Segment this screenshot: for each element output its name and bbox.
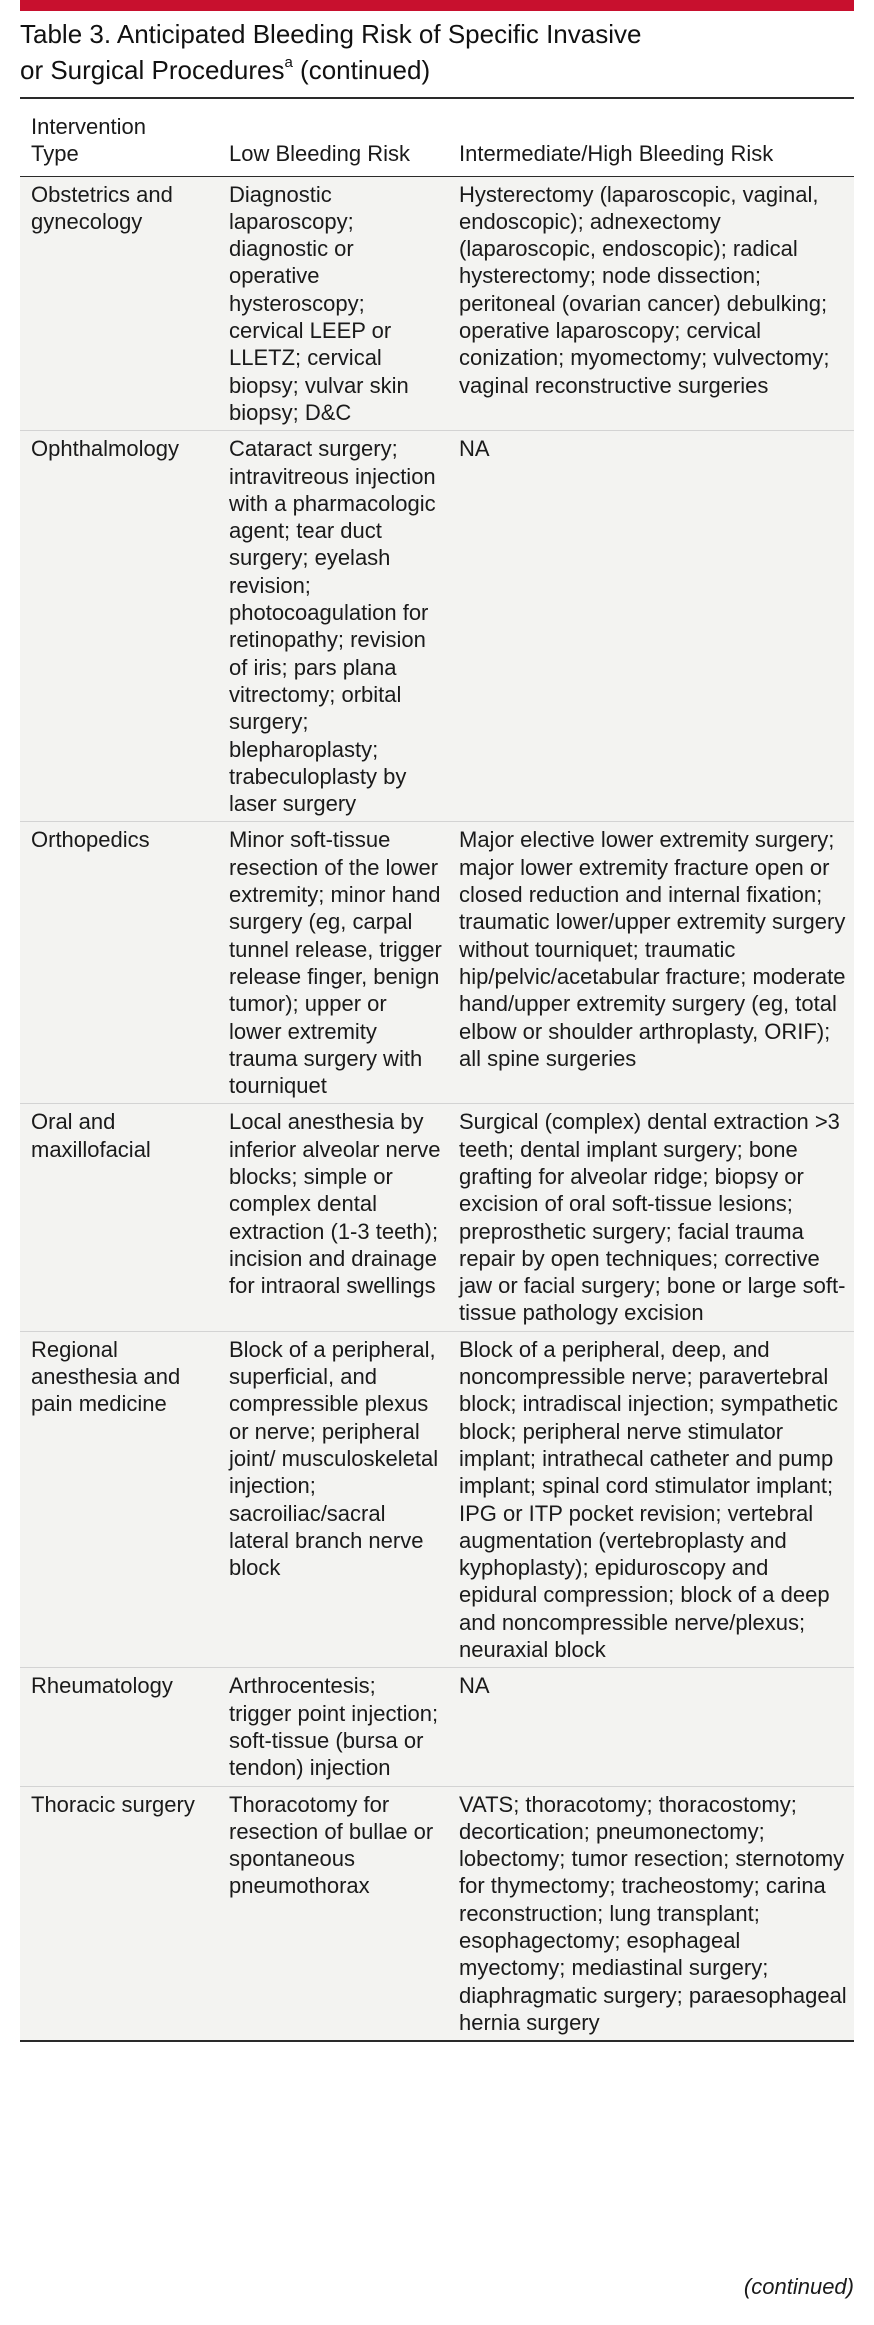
continued-label: (continued) — [743, 2274, 854, 2299]
header-intervention-type — [20, 98, 218, 176]
table-title — [20, 16, 854, 88]
cell-low-risk: Cataract surgery; intravitreous injection with a pharmacologic agent; tear duct surgery; eyelash revision; photocoagulation for retinopathy; revision of iris; pars plana vitrectomy; orbital surgery; blepharoplasty; trabeculoplasty by laser surgery — [218, 431, 448, 822]
cell-high-risk: NA — [448, 1668, 854, 1786]
table-row — [20, 1668, 854, 1786]
header-intervention-line2: Type — [31, 141, 79, 167]
header-high-risk: Intermediate/High Bleeding Risk — [448, 98, 854, 176]
table-row — [20, 1104, 854, 1331]
cell-high-risk: Block of a peripheral, deep, and noncompressible nerve; paravertebral block; intradiscal injection; sympathetic block; peripheral nerve stimulator implant; intrathecal catheter and pump implant; spinal cord stimulator implant; IPG or ITP pocket revision; vertebral augmentation (vertebroplasty and kyphoplasty); epiduroscopy and epidural compression; block of a deep and noncompressible nerve/plexus; neuraxial block — [448, 1331, 854, 1668]
cell-intervention-type: Orthopedics — [20, 822, 218, 1104]
cell-low-risk: Local anesthesia by inferior alveolar nerve blocks; simple or complex dental extraction (1-3 teeth); incision and drainage for intraoral swellings — [218, 1104, 448, 1331]
cell-low-risk: Minor soft-tissue resection of the lower extremity; minor hand surgery (eg, carpal tunnel release, trigger release finger, benign tumor); upper or lower extremity trauma surgery with tourniquet — [218, 822, 448, 1104]
cell-intervention-type: Thoracic surgery — [20, 1786, 218, 2041]
cell-intervention-type: Ophthalmology — [20, 431, 218, 822]
cell-low-risk: Diagnostic laparoscopy; diagnostic or operative hysteroscopy; cervical LEEP or LLETZ; cervical biopsy; vulvar skin biopsy; D&C — [218, 176, 448, 431]
footnote-mark: a — [284, 54, 293, 72]
header-low-risk: Low Bleeding Risk — [218, 98, 448, 176]
accent-bar — [20, 0, 854, 11]
cell-intervention-type: Regional anesthesia and pain medicine — [20, 1331, 218, 1668]
cell-high-risk: Hysterectomy (laparoscopic, vaginal, endoscopic); adnexectomy (laparoscopic, endoscopic); radical hysterectomy; node dissection; peritoneal (ovarian cancer) debulking; operative laparoscopy; cervical conization; myomectomy; vulvectomy; vaginal reconstructive surgeries — [448, 176, 854, 431]
table-header-row — [20, 98, 854, 176]
table-row — [20, 176, 854, 431]
table-row — [20, 1331, 854, 1668]
header-intervention-line1: Intervention — [31, 114, 146, 139]
cell-intervention-type: Oral and maxillofacial — [20, 1104, 218, 1331]
table-row — [20, 822, 854, 1104]
title-suffix: (continued) — [292, 55, 431, 85]
table-title-line1: Table 3. Anticipated Bleeding Risk of Specific Invasive — [20, 19, 642, 49]
table-row — [20, 431, 854, 822]
bleeding-risk-table — [20, 97, 854, 2042]
cell-high-risk: VATS; thoracotomy; thoracostomy; decortication; pneumonectomy; lobectomy; tumor resection; sternotomy for thymectomy; tracheostomy; carina reconstruction; lung transplant; esophagectomy; esophageal myectomy; mediastinal surgery; diaphragmatic surgery; paraesophageal hernia surgery — [448, 1786, 854, 2041]
cell-high-risk: NA — [448, 431, 854, 822]
table-row — [20, 1786, 854, 2041]
cell-intervention-type: Obstetrics and gynecology — [20, 176, 218, 431]
table-title-line2-text: or Surgical Procedures — [20, 55, 285, 85]
table-title-line2 — [20, 52, 854, 88]
cell-low-risk: Arthrocentesis; trigger point injection; soft-tissue (bursa or tendon) injection — [218, 1668, 448, 1786]
cell-intervention-type: Rheumatology — [20, 1668, 218, 1786]
cell-high-risk: Surgical (complex) dental extraction >3 teeth; dental implant surgery; bone grafting for alveolar ridge; biopsy or excision of oral soft-tissue lesions; preprosthetic surgery; facial trauma repair by open techniques; corrective jaw or facial surgery; bone or large soft-tissue pathology excision — [448, 1104, 854, 1331]
cell-low-risk: Thoracotomy for resection of bullae or spontaneous pneumothorax — [218, 1786, 448, 2041]
cell-high-risk: Major elective lower extremity surgery; major lower extremity fracture open or closed reduction and internal fixation; traumatic lower/upper extremity surgery without tourniquet; traumatic hip/pelvic/acetabular fracture; moderate hand/upper extremity surgery (eg, total elbow or shoulder arthroplasty, ORIF); all spine surgeries — [448, 822, 854, 1104]
cell-low-risk: Block of a peripheral, superficial, and compressible plexus or nerve; peripheral joint/ musculoskeletal injection; sacroiliac/sacral lateral branch nerve block — [218, 1331, 448, 1668]
